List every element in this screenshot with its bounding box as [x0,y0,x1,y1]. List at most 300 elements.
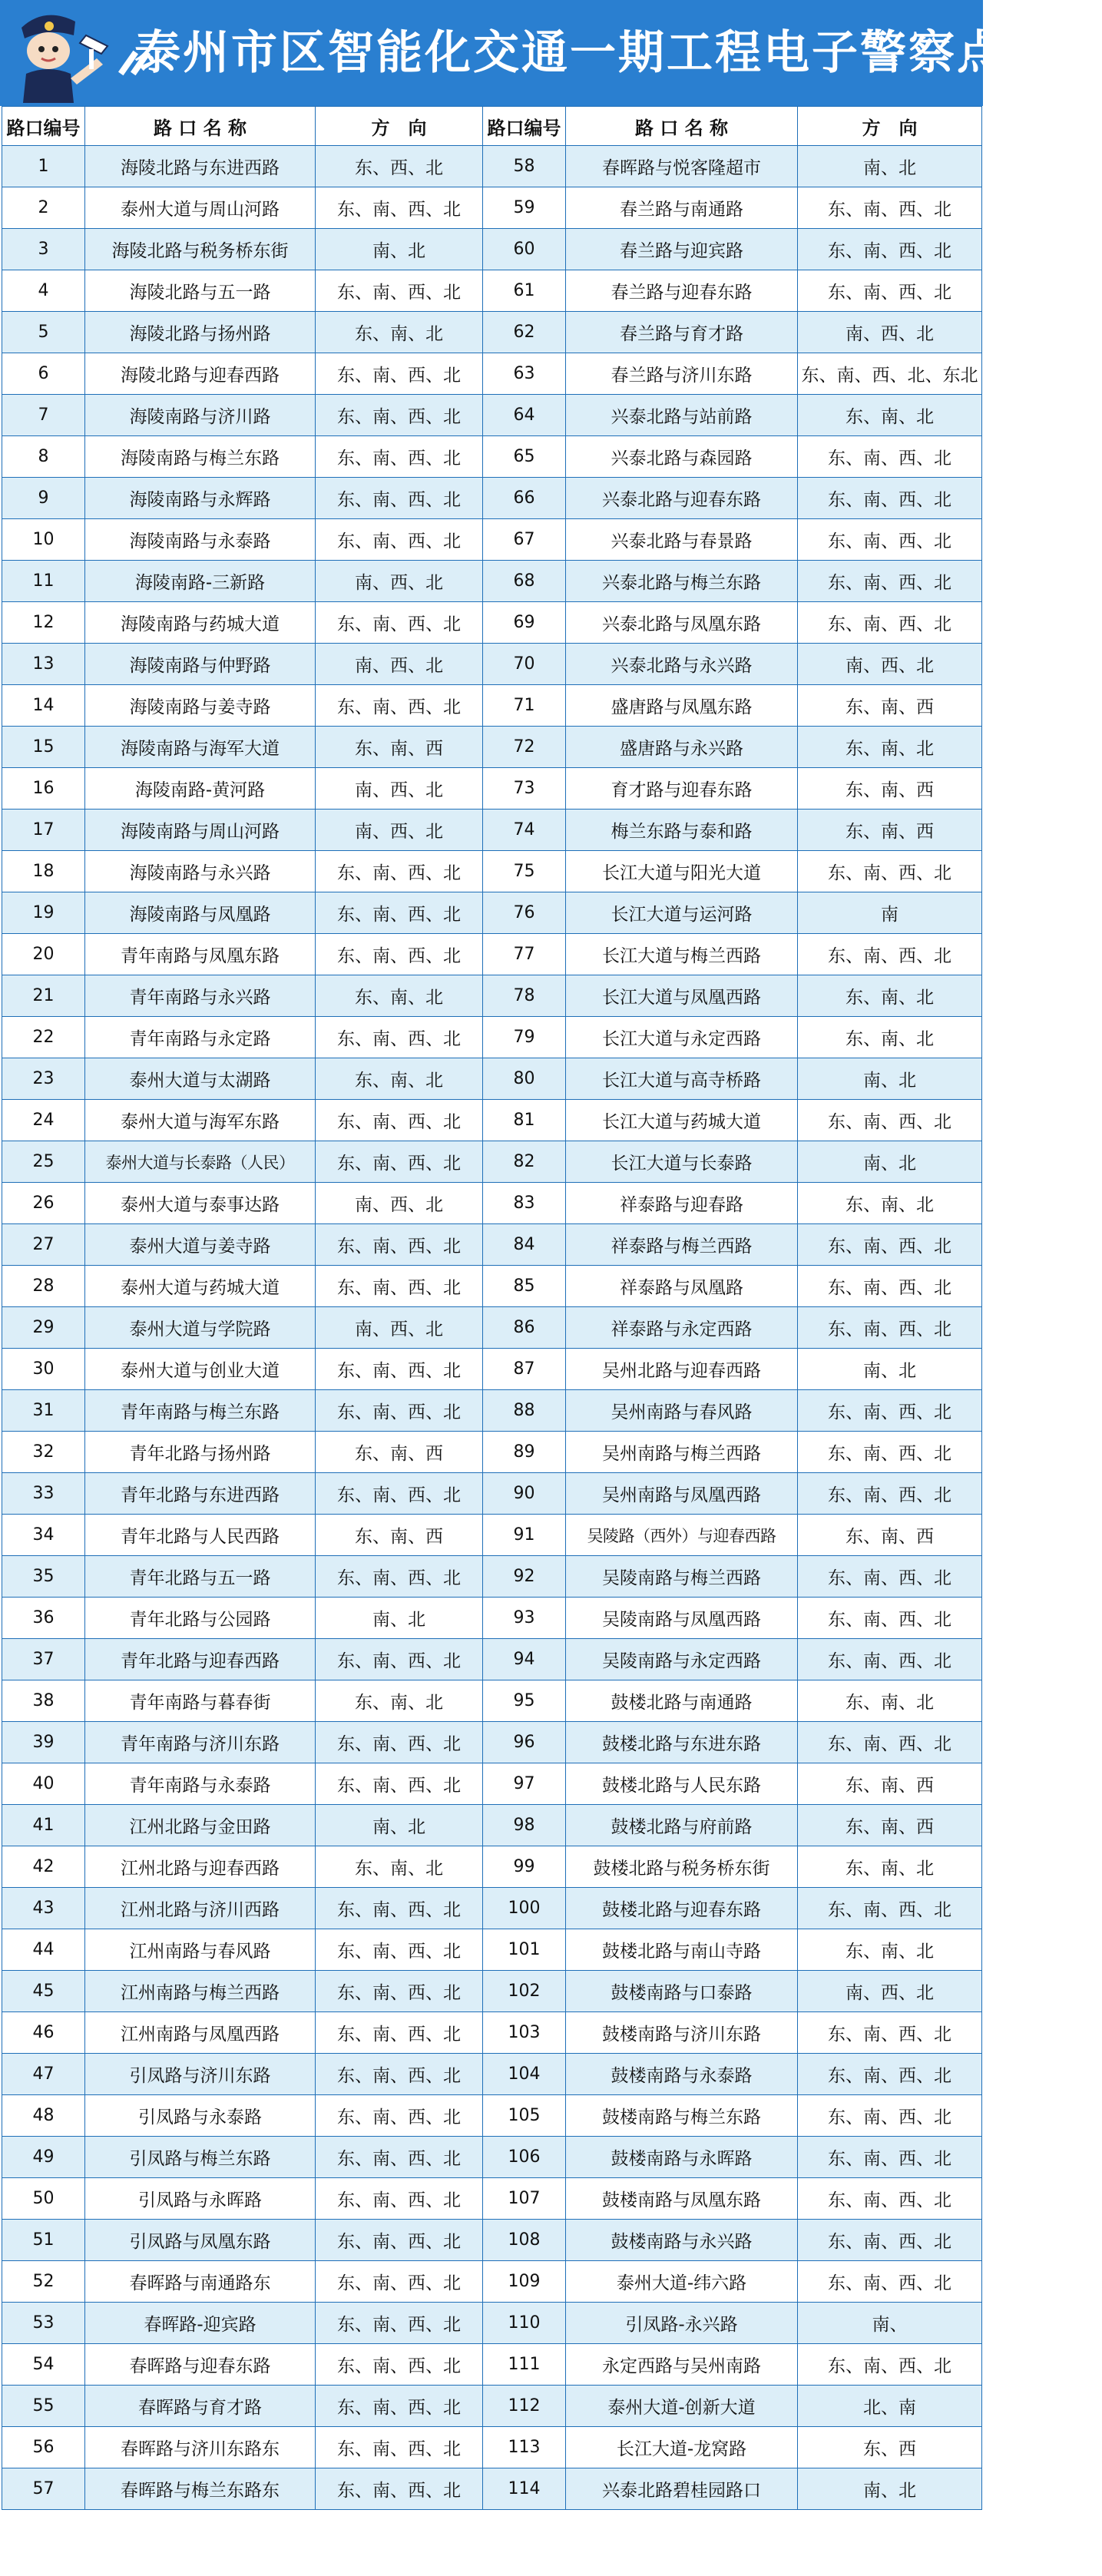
intersection-name: 泰州大道与太湖路 [85,1058,316,1100]
intersection-number: 31 [2,1390,85,1432]
table-row [2,851,982,892]
intersection-number: 24 [2,1100,85,1141]
direction: 东、南、西、北 [316,851,483,892]
intersection-number: 26 [2,1183,85,1224]
intersection-name: 吴州北路与迎春西路 [566,1349,798,1390]
intersection-number: 17 [2,810,85,851]
intersection-number: 98 [483,1805,566,1846]
intersection-name: 青年南路与永定路 [85,1017,316,1058]
intersection-name: 泰州大道与长泰路（人民） [85,1141,316,1183]
intersection-name: 鼓楼北路与税务桥东街 [566,1846,798,1888]
table-row [2,685,982,727]
intersection-number: 73 [483,768,566,810]
intersection-number: 30 [2,1349,85,1390]
intersection-name: 海陵北路与扬州路 [85,312,316,353]
intersection-number: 63 [483,353,566,395]
direction: 南、北 [798,146,982,187]
intersection-number: 34 [2,1515,85,1556]
table-row [2,1100,982,1141]
intersection-number: 72 [483,727,566,768]
direction: 东、南、西、北 [316,1971,483,2012]
direction: 东、南、西、北 [316,1100,483,1141]
intersection-number: 5 [2,312,85,353]
intersection-number: 69 [483,602,566,644]
intersection-number: 55 [2,2386,85,2427]
intersection-name: 海陵南路与海军大道 [85,727,316,768]
intersection-name: 兴泰北路碧桂园路口 [566,2468,798,2510]
direction: 东、南、西、北 [316,1017,483,1058]
intersection-name: 海陵南路与永辉路 [85,478,316,519]
intersection-name: 海陵南路与药城大道 [85,602,316,644]
table-row [2,1432,982,1473]
direction: 东、南、西、北 [798,1639,982,1680]
intersection-number: 114 [483,2468,566,2510]
intersection-name: 鼓楼北路与南通路 [566,1680,798,1722]
intersection-number: 96 [483,1722,566,1763]
table-row [2,2095,982,2137]
intersection-number: 85 [483,1266,566,1307]
direction: 北、南 [798,2386,982,2427]
intersection-name: 长江大道-龙窝路 [566,2427,798,2468]
intersection-number: 60 [483,229,566,270]
direction: 东、南、西、北 [798,2095,982,2137]
intersection-number: 84 [483,1224,566,1266]
intersection-name: 泰州大道-纬六路 [566,2261,798,2303]
direction: 东、南、西、北 [798,2344,982,2386]
intersection-number: 11 [2,561,85,602]
table-row [2,934,982,975]
direction: 东、南、西、北 [798,934,982,975]
table-row [2,1390,982,1432]
intersection-name: 青年北路与公园路 [85,1598,316,1639]
intersection-name: 兴泰北路与森园路 [566,436,798,478]
direction: 东、南、西、北 [316,2054,483,2095]
intersection-number: 51 [2,2220,85,2261]
intersection-name: 海陵北路与税务桥东街 [85,229,316,270]
direction: 东、南、西、北 [316,2386,483,2427]
direction: 南、北 [316,1598,483,1639]
table-row [2,1473,982,1515]
intersection-name: 引凤路-永兴路 [566,2303,798,2344]
table-row [2,229,982,270]
intersection-number: 53 [2,2303,85,2344]
direction: 东、南、西、北 [316,1390,483,1432]
table-row [2,2137,982,2178]
direction: 东、南、西、北 [316,1722,483,1763]
direction: 东、南、西、北 [316,2012,483,2054]
direction: 东、南、西、北 [798,1307,982,1349]
direction: 南、北 [316,1805,483,1846]
intersection-number: 47 [2,2054,85,2095]
direction: 东、南、西、北 [798,2261,982,2303]
direction: 东、南、西、北 [316,1266,483,1307]
intersection-name: 鼓楼南路与梅兰东路 [566,2095,798,2137]
direction: 东、南、北 [316,1680,483,1722]
intersection-number: 102 [483,1971,566,2012]
intersection-number: 50 [2,2178,85,2220]
intersection-name: 春兰路与南通路 [566,187,798,229]
table-row [2,1266,982,1307]
intersection-number: 58 [483,146,566,187]
intersection-number: 90 [483,1473,566,1515]
intersection-number: 46 [2,2012,85,2054]
direction: 东、南、西、北 [316,2178,483,2220]
intersection-name: 泰州大道与泰事达路 [85,1183,316,1224]
intersection-number: 54 [2,2344,85,2386]
intersection-name: 泰州大道与姜寺路 [85,1224,316,1266]
intersection-name: 青年南路与永泰路 [85,1763,316,1805]
intersection-name: 吴州南路与凤凰西路 [566,1473,798,1515]
intersection-name: 鼓楼南路与济川东路 [566,2012,798,2054]
intersection-name: 青年北路与五一路 [85,1556,316,1598]
table-row [2,353,982,395]
direction: 东、南、西、北 [316,2344,483,2386]
intersection-number: 8 [2,436,85,478]
intersection-name: 青年北路与东进西路 [85,1473,316,1515]
direction: 东、南、西、北 [798,2054,982,2095]
intersection-number: 3 [2,229,85,270]
intersection-number: 19 [2,892,85,934]
intersection-number: 88 [483,1390,566,1432]
direction: 东、南、西、北 [798,561,982,602]
intersection-number: 28 [2,1266,85,1307]
intersection-number: 79 [483,1017,566,1058]
intersection-name: 吴州南路与春风路 [566,1390,798,1432]
intersection-number: 95 [483,1680,566,1722]
intersection-number: 2 [2,187,85,229]
intersection-number: 68 [483,561,566,602]
intersection-name: 祥泰路与迎春路 [566,1183,798,1224]
intersection-name: 青年北路与扬州路 [85,1432,316,1473]
intersection-name: 鼓楼南路与永晖路 [566,2137,798,2178]
direction: 东、南、北 [798,1846,982,1888]
table-row [2,1639,982,1680]
table-body [2,146,982,2510]
intersection-name: 吴州南路与梅兰西路 [566,1432,798,1473]
intersection-name: 春晖路与迎春东路 [85,2344,316,2386]
direction: 东、南、西、北 [798,187,982,229]
column-header: 路口编号 [483,107,566,146]
direction: 东、南、西、北 [316,934,483,975]
direction: 东、南、西、北 [316,1224,483,1266]
intersection-name: 长江大道与长泰路 [566,1141,798,1183]
intersection-number: 113 [483,2427,566,2468]
intersection-number: 16 [2,768,85,810]
police-mascot-icon [6,5,114,103]
intersection-number: 97 [483,1763,566,1805]
direction: 南、西、北 [798,312,982,353]
table-row [2,1017,982,1058]
intersection-name: 鼓楼南路与永泰路 [566,2054,798,2095]
intersection-name: 海陵南路与仲野路 [85,644,316,685]
intersection-name: 春兰路与迎宾路 [566,229,798,270]
intersection-name: 兴泰北路与梅兰东路 [566,561,798,602]
intersection-name: 海陵南路-三新路 [85,561,316,602]
page-title: 泰州市区智能化交通一期工程电子警察点位表 [134,26,1102,80]
direction: 南、 [798,2303,982,2344]
direction: 南、西、北 [316,810,483,851]
intersection-name: 春晖路与育才路 [85,2386,316,2427]
direction: 东、南、西、北 [798,1722,982,1763]
table-row [2,2344,982,2386]
direction: 东、南、西 [798,810,982,851]
table-row [2,768,982,810]
direction: 东、南、西、北 [798,1432,982,1473]
direction: 东、南、西、北 [316,2220,483,2261]
intersection-number: 87 [483,1349,566,1390]
intersection-name: 春晖路与梅兰东路东 [85,2468,316,2510]
intersection-name: 鼓楼北路与迎春东路 [566,1888,798,1929]
table-row [2,2303,982,2344]
intersection-name: 引凤路与济川东路 [85,2054,316,2095]
intersection-number: 52 [2,2261,85,2303]
direction: 东、南、西、北 [316,2137,483,2178]
direction: 东、南、西、北 [316,1639,483,1680]
table-row [2,312,982,353]
direction: 东、南、西、北 [316,2303,483,2344]
intersection-number: 67 [483,519,566,561]
direction: 南、北 [798,2468,982,2510]
intersection-name: 兴泰北路与春景路 [566,519,798,561]
table-row [2,2468,982,2510]
table-row [2,1141,982,1183]
intersection-number: 56 [2,2427,85,2468]
table-row [2,1183,982,1224]
direction: 东、南、北 [316,1846,483,1888]
column-header: 路 口 名 称 [566,107,798,146]
intersection-number: 18 [2,851,85,892]
intersection-name: 海陵南路与梅兰东路 [85,436,316,478]
table-row [2,1224,982,1266]
direction: 东、南、西、北 [316,519,483,561]
direction: 东、南、西、北 [316,602,483,644]
direction: 东、南、西、北 [798,1598,982,1639]
intersection-number: 75 [483,851,566,892]
intersection-number: 22 [2,1017,85,1058]
intersection-name: 青年南路与济川东路 [85,1722,316,1763]
direction: 南、西、北 [316,768,483,810]
table-row [2,2012,982,2054]
direction: 东、南、北 [316,1058,483,1100]
intersection-number: 4 [2,270,85,312]
intersection-number: 44 [2,1929,85,1971]
intersection-name: 鼓楼南路与永兴路 [566,2220,798,2261]
intersection-number: 35 [2,1556,85,1598]
intersection-name: 江州北路与金田路 [85,1805,316,1846]
intersection-number: 9 [2,478,85,519]
intersection-number: 25 [2,1141,85,1183]
table-row [2,519,982,561]
intersection-name: 鼓楼北路与东进东路 [566,1722,798,1763]
intersection-number: 38 [2,1680,85,1722]
intersection-name: 海陵南路与周山河路 [85,810,316,851]
table-row [2,602,982,644]
intersection-number: 80 [483,1058,566,1100]
table-row [2,478,982,519]
table-row [2,1971,982,2012]
intersection-number: 82 [483,1141,566,1183]
intersection-number: 86 [483,1307,566,1349]
intersection-number: 32 [2,1432,85,1473]
intersection-name: 春晖路与南通路东 [85,2261,316,2303]
intersection-number: 48 [2,2095,85,2137]
table-row [2,975,982,1017]
intersection-number: 65 [483,436,566,478]
intersection-number: 112 [483,2386,566,2427]
intersection-number: 43 [2,1888,85,1929]
direction: 东、南、西、北 [316,2427,483,2468]
intersection-number: 107 [483,2178,566,2220]
intersection-name: 引凤路与永泰路 [85,2095,316,2137]
intersection-number: 74 [483,810,566,851]
intersection-name: 鼓楼北路与人民东路 [566,1763,798,1805]
table-row [2,1763,982,1805]
direction: 东、南、西、北 [798,436,982,478]
intersection-name: 鼓楼北路与南山寺路 [566,1929,798,1971]
direction: 东、南、西、北 [316,395,483,436]
intersection-name: 鼓楼南路与口泰路 [566,1971,798,2012]
intersection-name: 引凤路与凤凰东路 [85,2220,316,2261]
intersection-name: 鼓楼北路与府前路 [566,1805,798,1846]
direction: 东、南、北 [316,312,483,353]
intersection-name: 青年南路与梅兰东路 [85,1390,316,1432]
intersection-number: 111 [483,2344,566,2386]
direction: 南 [798,892,982,934]
intersection-number: 20 [2,934,85,975]
intersection-number: 7 [2,395,85,436]
intersection-name: 祥泰路与凤凰路 [566,1266,798,1307]
intersection-name: 梅兰东路与泰和路 [566,810,798,851]
direction: 东、南、西、北、东北 [798,353,982,395]
direction: 东、南、西 [798,685,982,727]
direction: 东、南、西 [798,768,982,810]
intersection-number: 77 [483,934,566,975]
direction: 东、南、西 [316,1432,483,1473]
intersection-name: 祥泰路与梅兰西路 [566,1224,798,1266]
intersection-name: 江州南路与凤凰西路 [85,2012,316,2054]
intersection-number: 71 [483,685,566,727]
direction: 东、南、北 [798,1183,982,1224]
intersection-number: 21 [2,975,85,1017]
intersection-name: 吴陵路（西外）与迎春西路 [566,1515,798,1556]
intersection-name: 兴泰北路与永兴路 [566,644,798,685]
direction: 东、南、西、北 [798,1224,982,1266]
table-row [2,810,982,851]
intersection-name: 海陵北路与迎春西路 [85,353,316,395]
intersection-name: 泰州大道-创新大道 [566,2386,798,2427]
direction: 南、北 [798,1141,982,1183]
intersection-name: 青年北路与人民西路 [85,1515,316,1556]
intersection-number: 62 [483,312,566,353]
intersection-name: 春晖路与济川东路东 [85,2427,316,2468]
intersection-number: 78 [483,975,566,1017]
intersection-number: 103 [483,2012,566,2054]
direction: 东、南、西、北 [316,187,483,229]
intersection-name: 春晖路与悦客隆超市 [566,146,798,187]
intersection-name: 春晖路-迎宾路 [85,2303,316,2344]
intersection-number: 110 [483,2303,566,2344]
intersection-number: 15 [2,727,85,768]
column-header: 方 向 [316,107,483,146]
intersection-name: 兴泰北路与迎春东路 [566,478,798,519]
intersection-number: 89 [483,1432,566,1473]
intersection-name: 江州南路与梅兰西路 [85,1971,316,2012]
intersection-name: 江州南路与春风路 [85,1929,316,1971]
intersection-number: 83 [483,1183,566,1224]
intersection-number: 23 [2,1058,85,1100]
direction: 东、南、西 [798,1763,982,1805]
intersection-name: 引凤路与梅兰东路 [85,2137,316,2178]
intersection-number: 14 [2,685,85,727]
intersection-number: 64 [483,395,566,436]
intersection-number: 105 [483,2095,566,2137]
table-row [2,436,982,478]
direction: 东、南、西、北 [798,1100,982,1141]
table-row [2,1846,982,1888]
intersection-name: 兴泰北路与凤凰东路 [566,602,798,644]
intersection-number: 33 [2,1473,85,1515]
table-row [2,892,982,934]
direction: 东、南、西、北 [316,892,483,934]
table-row [2,395,982,436]
intersection-name: 春兰路与济川东路 [566,353,798,395]
intersection-name: 长江大道与凤凰西路 [566,975,798,1017]
table-row [2,1307,982,1349]
table-row [2,1929,982,1971]
direction: 南、西、北 [316,561,483,602]
direction: 东、南、西、北 [316,270,483,312]
direction: 东、南、西、北 [316,1349,483,1390]
intersection-number: 42 [2,1846,85,1888]
direction: 东、南、西、北 [798,1473,982,1515]
direction: 东、南、西、北 [316,1763,483,1805]
direction: 东、南、西、北 [798,1556,982,1598]
intersection-number: 100 [483,1888,566,1929]
intersection-name: 江州北路与济川西路 [85,1888,316,1929]
table-row [2,1680,982,1722]
table-row [2,1349,982,1390]
intersection-number: 49 [2,2137,85,2178]
intersection-number: 6 [2,353,85,395]
direction: 东、南、西、北 [316,436,483,478]
intersection-number: 99 [483,1846,566,1888]
intersection-name: 鼓楼南路与凤凰东路 [566,2178,798,2220]
intersection-name: 吴陵南路与梅兰西路 [566,1556,798,1598]
intersection-number: 61 [483,270,566,312]
intersection-name: 海陵南路-黄河路 [85,768,316,810]
direction: 东、西 [798,2427,982,2468]
direction: 东、南、西、北 [798,519,982,561]
intersection-number: 66 [483,478,566,519]
direction: 东、南、西、北 [316,1141,483,1183]
intersection-name: 兴泰北路与站前路 [566,395,798,436]
direction: 南、北 [798,1058,982,1100]
table-row [2,2220,982,2261]
direction: 东、南、西、北 [316,1556,483,1598]
table-row [2,1722,982,1763]
direction: 南、西、北 [316,1307,483,1349]
intersection-number: 10 [2,519,85,561]
intersection-name: 泰州大道与创业大道 [85,1349,316,1390]
intersection-number: 1 [2,146,85,187]
intersection-number: 39 [2,1722,85,1763]
table-row [2,2054,982,2095]
direction: 东、南、西、北 [798,2178,982,2220]
intersection-name: 江州北路与迎春西路 [85,1846,316,1888]
direction: 东、南、北 [798,975,982,1017]
intersection-name: 海陵南路与济川路 [85,395,316,436]
intersection-name: 祥泰路与永定西路 [566,1307,798,1349]
